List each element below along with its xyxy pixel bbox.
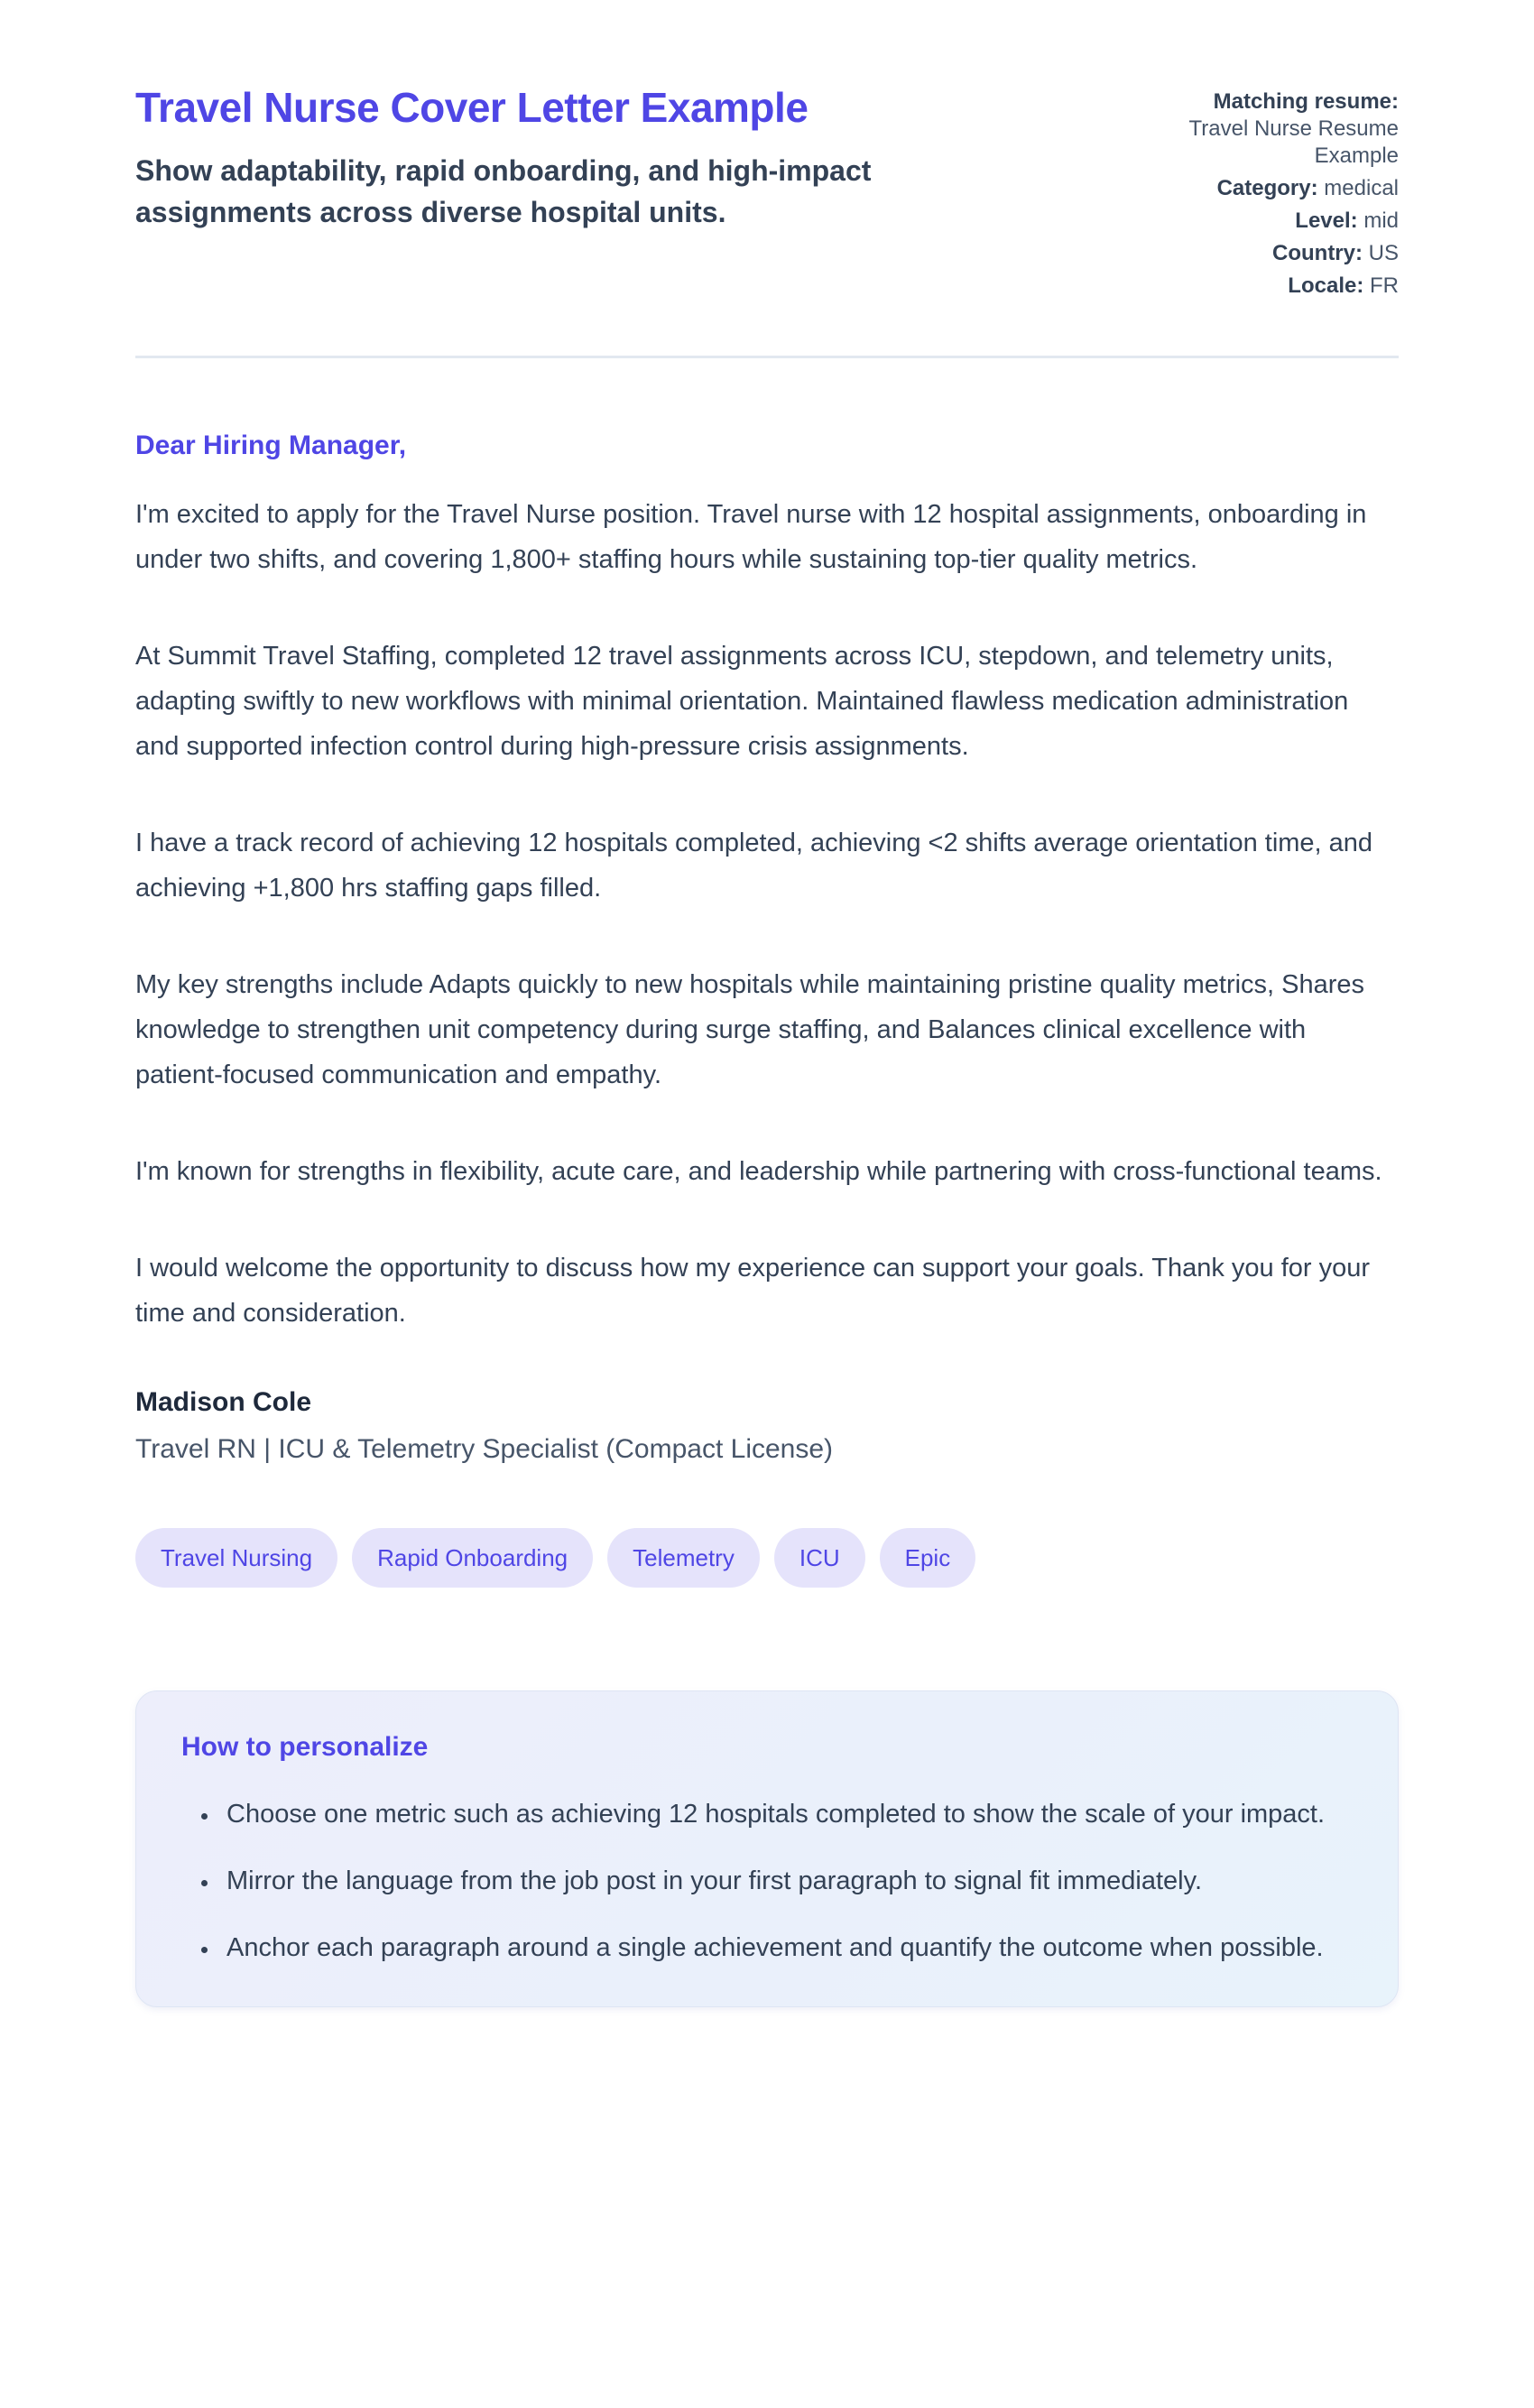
signature-name: Madison Cole (135, 1387, 312, 1417)
tag-chip-epic[interactable]: Epic (880, 1528, 976, 1588)
meta-category (1137, 175, 1399, 202)
cover-letter-body (135, 431, 1399, 1588)
header-left (135, 79, 1137, 234)
header-divider (135, 356, 1399, 358)
letter-paragraph: I have a track record of achieving 12 hospitals completed, achieving <2 shifts average orientation time, and achieving +1,800 hrs staffing gaps filled. (135, 829, 1373, 903)
meta-matching-resume (1137, 88, 1399, 170)
meta-value: medical (1324, 176, 1399, 200)
tag-chip-travel-nursing[interactable]: Travel Nursing (135, 1528, 337, 1588)
meta-label: Level: (1295, 208, 1358, 233)
page-container (135, 0, 1399, 2007)
tag-chip-telemetry[interactable]: Telemetry (607, 1528, 760, 1588)
meta-label: Locale: (1288, 273, 1364, 298)
signature-role: Travel RN | ICU & Telemetry Specialist (Compact License) (135, 1434, 834, 1464)
meta-value: US (1368, 241, 1399, 265)
meta-label: Category: (1216, 176, 1318, 200)
meta-level (1137, 208, 1399, 235)
letter-paragraph: At Summit Travel Staffing, completed 12 travel assignments across ICU, stepdown, and telemetry units, adapting swiftly to new workflows with minimal orientation. Maintained flawless medication administration and supported infection control during high-pressure crisis assignments. (135, 642, 1349, 761)
personalize-tip: • Mirror the language from the job post in your first paragraph to signal fit immediately. (219, 1858, 1353, 1903)
header (135, 79, 1399, 305)
resume-meta-block (1137, 79, 1399, 305)
meta-label: Matching resume: (1213, 89, 1399, 114)
meta-value: FR (1370, 273, 1399, 298)
tag-list (135, 1528, 1399, 1588)
meta-locale (1137, 273, 1399, 300)
personalize-card (135, 1690, 1399, 2007)
letter-paragraph: My key strengths include Adapts quickly to new hospitals while maintaining pristine quality metrics, Shares knowledge to strengthen unit competency during surge staffing, and Balances clinical excellence with patient-focused communication and empathy. (135, 970, 1365, 1089)
personalize-tip: • Anchor each paragraph around a single achievement and quantify the outcome when possible. (219, 1925, 1353, 1970)
personalize-tips-list (181, 1792, 1353, 1970)
letter-paragraph: I'm excited to apply for the Travel Nurse position. Travel nurse with 12 hospital assignments, onboarding in under two shifts, and covering 1,800+ staffing hours while sustaining top-tier quality metrics. (135, 500, 1367, 574)
personalize-heading: How to personalize (181, 1732, 429, 1762)
page-title: Travel Nurse Cover Letter Example (135, 84, 809, 131)
meta-value: mid (1363, 208, 1399, 233)
letter-paragraph: I'm known for strengths in flexibility, acute care, and leadership while partnering with cross-functional teams. (135, 1157, 1382, 1186)
personalize-tip: • Choose one metric such as achieving 12 hospitals completed to show the scale of your impact. (219, 1792, 1353, 1837)
signature-block (135, 1387, 1399, 1465)
meta-country (1137, 240, 1399, 267)
meta-value: Travel Nurse Resume Example (1188, 116, 1399, 168)
page-subtitle: Show adaptability, rapid onboarding, and high-impact assignments across diverse hospital units. (135, 154, 872, 229)
letter-paragraph: I would welcome the opportunity to discuss how my experience can support your goals. Thank you for your time and consideration. (135, 1254, 1371, 1328)
tag-chip-icu[interactable]: ICU (774, 1528, 865, 1588)
tag-chip-rapid-onboarding[interactable]: Rapid Onboarding (352, 1528, 593, 1588)
letter-greeting: Dear Hiring Manager, (135, 431, 407, 460)
meta-label: Country: (1272, 241, 1363, 265)
